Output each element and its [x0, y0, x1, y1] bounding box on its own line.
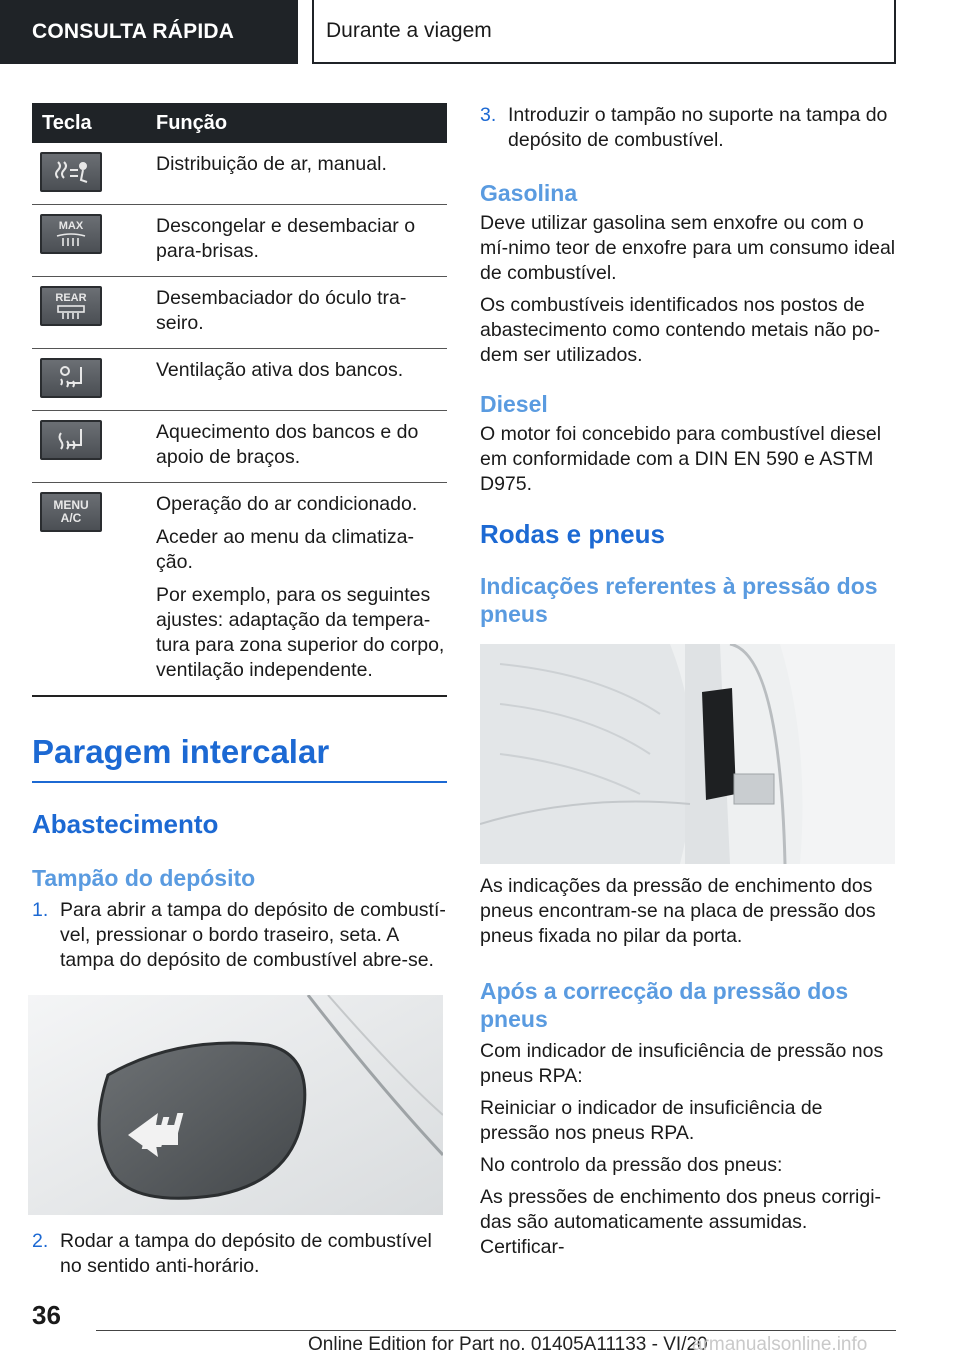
menu-ac-icon	[40, 492, 102, 532]
table-header-key: Tecla	[42, 111, 92, 134]
door-pillar-picture	[480, 644, 895, 864]
heading-tampao: Tampão do depósito	[32, 865, 256, 891]
step-number: 3.	[480, 104, 497, 126]
fuel-flap-picture	[28, 995, 443, 1215]
page-number: 36	[32, 1300, 61, 1330]
max-defrost-icon	[40, 214, 102, 254]
heading-gasolina: Gasolina	[480, 180, 578, 206]
step-number: 2.	[32, 1230, 49, 1252]
table-header-function: Função	[156, 111, 228, 134]
rear-defrost-icon	[40, 286, 102, 326]
step-text: Rodar a tampa do depósito de combustível no sentido anti-horário.	[60, 1230, 432, 1277]
function-text: Aceder ao menu da climatiza-ção.	[156, 526, 414, 573]
diesel-text	[480, 422, 896, 497]
paragraph: Com indicador de insuficiência de pressão nos pneus RPA:	[480, 1040, 884, 1087]
step-number: 1.	[32, 899, 49, 921]
key-label: REAR	[55, 292, 87, 304]
right-column	[480, 103, 896, 1267]
climate-keys-table	[32, 103, 447, 697]
function-text: Desembaciador do óculo tra-seiro.	[156, 287, 407, 334]
step-2	[32, 1229, 447, 1279]
heading-rodas: Rodas e pneus	[480, 519, 665, 549]
key-label: MENU A/C	[53, 498, 89, 525]
table-row	[32, 277, 447, 349]
section-title: CONSULTA RÁPIDA	[32, 20, 235, 43]
heading-indicacoes: Indicações referentes à pressão dos pneus	[480, 573, 878, 627]
heading-abastecimento: Abastecimento	[32, 809, 219, 839]
footer-divider	[96, 1330, 896, 1331]
paragraph: O motor foi concebido para combustível diesel em conformidade com a DIN EN 590 e ASTM D975.	[480, 423, 882, 495]
table-row	[32, 349, 447, 411]
table-row	[32, 205, 447, 277]
paragraph: No controlo da pressão dos pneus:	[480, 1154, 783, 1176]
paragraph: Reiniciar o indicador de insuficiência de pressão nos pneus RPA.	[480, 1097, 823, 1144]
function-text: Por exemplo, para os seguintes ajustes: adaptação da tempera-tura para zona superior do corpo, ventilação independente.	[156, 584, 445, 681]
paragraph: As indicações da pressão de enchimento dos pneus encontram-se na placa de pressão dos pneus fixada no pilar da porta.	[480, 875, 876, 947]
heading-paragem: Paragem intercalar	[32, 733, 447, 783]
table-row	[32, 483, 447, 697]
step-text: Para abrir a tampa do depósito de combustí-vel, pressionar o bordo traseiro, seta. A tampa do depósito de combustível abre-se.	[60, 899, 446, 971]
table-row	[32, 411, 447, 483]
step-3	[480, 103, 896, 153]
paragraph: As pressões de enchimento dos pneus corrigi-das são automaticamente assumidas. Certificar-	[480, 1186, 882, 1258]
table-row	[32, 143, 447, 205]
edition-text: Online Edition for Part no. 01405A11133 - VI/20	[308, 1334, 708, 1355]
step-1	[32, 898, 447, 973]
function-text: Distribuição de ar, manual.	[156, 153, 387, 175]
left-column	[32, 103, 447, 1279]
table-header	[32, 103, 447, 143]
heading-apos: Após a correcção da pressão dos pneus	[480, 978, 849, 1032]
chapter-title: Durante a viagem	[326, 19, 492, 42]
seat-heating-icon	[40, 420, 102, 460]
heading-diesel: Diesel	[480, 391, 548, 417]
function-text: Aquecimento dos bancos e do apoio de braços.	[156, 421, 419, 468]
step-text: Introduzir o tampão no suporte na tampa do depósito de combustível.	[508, 104, 888, 151]
chapter-tab	[312, 0, 896, 64]
section-tab	[0, 0, 298, 64]
air-distribution-icon	[40, 152, 102, 192]
function-text: Operação do ar condicionado.	[156, 493, 418, 515]
seat-ventilation-icon	[40, 358, 102, 398]
apos-text	[480, 1039, 896, 1260]
indicacoes-text	[480, 874, 896, 949]
paragraph: Deve utilizar gasolina sem enxofre ou com o mí-nimo teor de enxofre para um consumo ideal de combustível.	[480, 212, 896, 284]
gasolina-text	[480, 211, 896, 368]
paragraph: Os combustíveis identificados nos postos de abastecimento como contendo metais não po-dem ser utilizados.	[480, 294, 880, 366]
watermark: armanualsonline.info	[692, 1334, 868, 1355]
key-label: MAX	[58, 220, 84, 232]
function-text: Ventilação ativa dos bancos.	[156, 359, 404, 381]
function-text: Descongelar e desembaciar o para-brisas.	[156, 215, 416, 262]
